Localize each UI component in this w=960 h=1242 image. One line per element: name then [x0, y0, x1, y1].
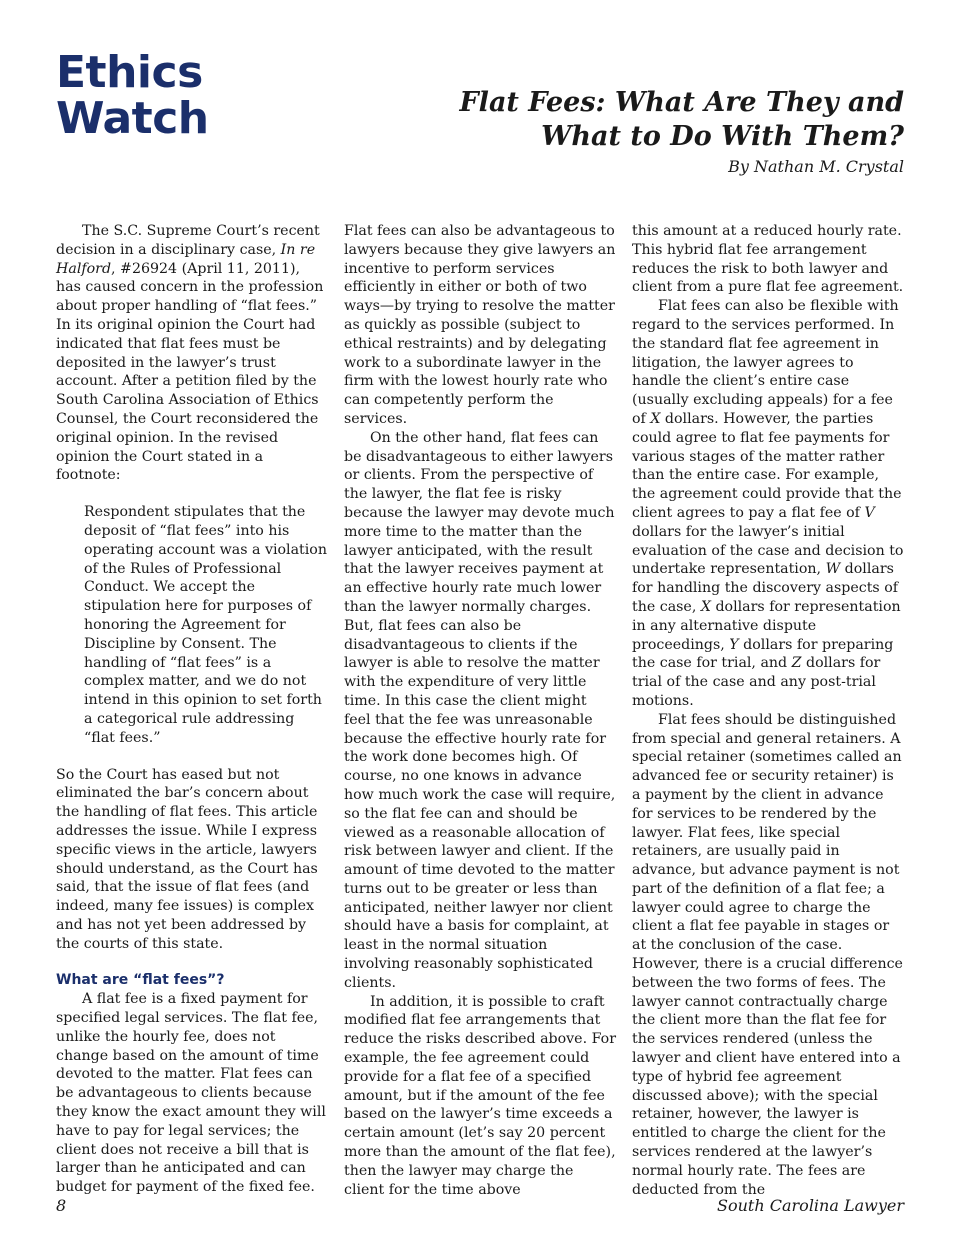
- paragraph-intro: [56, 222, 328, 485]
- variable-v: V: [864, 504, 875, 521]
- paragraph-modified-arrangements: In addition, it is possible to craft modified flat fee arrangements that reduce the risks described above. For example, the fee agreement could provide for a flat fee of a specified amount, but if the amount of the fee based on the lawyer’s time exceeds a certain amount (let’s say 20 percent more than the amount of the flat fee), then the lawyer may charge the client for the time above: [344, 993, 616, 1198]
- text-run: dollars for representation in any alternative dispute proceedings,: [632, 598, 901, 653]
- section-title-line1: Ethics: [56, 47, 203, 98]
- article-title: [384, 86, 904, 154]
- paragraph-definition: A flat fee is a fixed payment for specified legal services. The flat fee, unlike the hourly fee, does not change based on the amount of time devoted to the matter. Flat fees can be advantageous to clients because they know the exact amount they will have to pay for legal services; the client does not receive a bill that is larger than he anticipated and can budget for payment of the fixed fee.: [56, 991, 326, 1196]
- byline: By Nathan M. Crystal: [728, 157, 904, 176]
- text-run: The S.C. Supreme Court’s recent decision in a disciplinary case,: [56, 223, 320, 258]
- section-title-line2: Watch: [56, 93, 209, 144]
- variable-z: Z: [791, 655, 802, 672]
- variable-y: Y: [729, 636, 739, 653]
- subheading-what-are-flat-fees: What are “flat fees”?: [56, 972, 225, 989]
- text-run: dollars for trial of the case and any post-trial motions.: [632, 655, 881, 709]
- column-1: [56, 222, 328, 1196]
- paragraph-flexible: [632, 297, 904, 711]
- variable-x: X: [650, 410, 661, 427]
- article-body: [56, 222, 904, 1198]
- section-title: [56, 47, 209, 144]
- footnote-quote: Respondent stipulates that the deposit of “flat fees” into his operating account was a violation of the Rules of Professional Conduct. We accept the stipulation here for purposes of honoring the Agreement for Discipline by Consent. The handling of “flat fees” is a complex matter, and we do not intend in this opinion to set forth a categorical rule addressing “flat fees.”: [84, 504, 327, 746]
- publication-name: South Carolina Lawyer: [717, 1196, 904, 1215]
- variable-w: W: [825, 561, 841, 578]
- article-title-line2: What to Do With Them?: [541, 121, 904, 152]
- text-run: Flat fees can also be flexible with regard to the services performed. In the standard flat fee agreement in litigation, the lawyer agrees to handle the client’s entire case (usually excluding appeals) for a fee of: [632, 298, 899, 427]
- paragraph-disadvantages: On the other hand, flat fees can be disadvantageous to either lawyers or clients. From the perspective of the lawyer, the flat fee is risky because the lawyer may devote much more time to the matter than the lawyer anticipated, with the result that the lawyer receives payment at an effective hourly rate much lower than the lawyer normally charges. But, flat fees can also be disadvantageous to clients if the lawyer is able to resolve the matter with the expenditure of very little time. In this case the client might feel that the fee was unreasonable because the effective hourly rate for the work done becomes high. Of course, no one knows in advance how much work the case will require, so the flat fee can and should be viewed as a reasonable allocation of risk between lawyer and client. If the amount of time devoted to the matter turns out to be greater or less than anticipated, neither lawyer nor client should have a basis for complaint, at least in the normal situation involving reasonably sophisticated clients.: [344, 429, 616, 991]
- column-2: [344, 222, 616, 1198]
- paragraph-hybrid: this amount at a reduced hourly rate. This hybrid flat fee arrangement reduces the risk to both lawyer and client from a pure flat fee agreement.: [632, 223, 904, 296]
- text-run: dollars for preparing the case for trial, and: [632, 636, 894, 672]
- text-run: dollars for the lawyer’s initial evaluation of the case and decision to undertake representation,: [632, 523, 904, 578]
- text-run: dollars. However, the parties could agree to flat fee payments for various stages of the matter rather than the entire case. For example, the agreement could provide that the client agrees to pay a flat fee of: [632, 410, 902, 521]
- variable-x: X: [700, 598, 711, 615]
- text-run: dollars for handling the discovery aspects of the case,: [632, 561, 899, 615]
- paragraph-retainers: Flat fees should be distinguished from special and general retainers. A special retainer (sometimes called an advanced fee or security retainer) is a payment by the client in advance for services to be rendered by the lawyer. Flat fees, like special retainers, are usually paid in advance, but advance payment is not part of the definition of a flat fee; a lawyer could agree to charge the client a flat fee payable in stages or at the conclusion of the case. However, there is a crucial difference between the two forms of fees. The lawyer cannot contractually charge the client more than the flat fee for the services rendered (unless the lawyer and client have entered into a type of hybrid fee agreement discussed above); with the special retainer, however, the lawyer is entitled to charge the client for the services rendered at the lawyer’s normal hourly rate. The fees are deducted from the: [632, 711, 903, 1198]
- paragraph-court-eased: So the Court has eased but not eliminated the bar’s concern about the handling of flat fees. This article addresses the issue. While I express specific views in the article, lawyers should understand, as the Court has said, that the issue of flat fees (and indeed, many fee issues) is complex and has not yet been addressed by the courts of this state.: [56, 766, 318, 952]
- paragraph-advantages-lawyers: Flat fees can also be advantageous to lawyers because they give lawyers an incentive to perform services efficiently in either or both of two ways—by trying to resolve the matter as quickly as possible (subject to ethical restraints) and by delegating work to a subordinate lawyer in the firm with the lowest hourly rate who can competently perform the services.: [344, 223, 616, 427]
- text-run: , #26924 (April 11, 2011), has caused concern in the profession about proper handling of “flat fees.” In its original opinion the Court had indicated that flat fees must be deposited in the lawyer’s trust account. After a petition filed by the South Carolina Association of Ethics Counsel, the Court reconsidered the original opinion. In the revised opinion the Court stated in a footnote:: [56, 260, 324, 484]
- case-name: In re Halford: [56, 241, 316, 277]
- article-title-line1: Flat Fees: What Are They and: [459, 87, 904, 118]
- column-3: [632, 222, 904, 1198]
- page-number: 8: [56, 1196, 67, 1215]
